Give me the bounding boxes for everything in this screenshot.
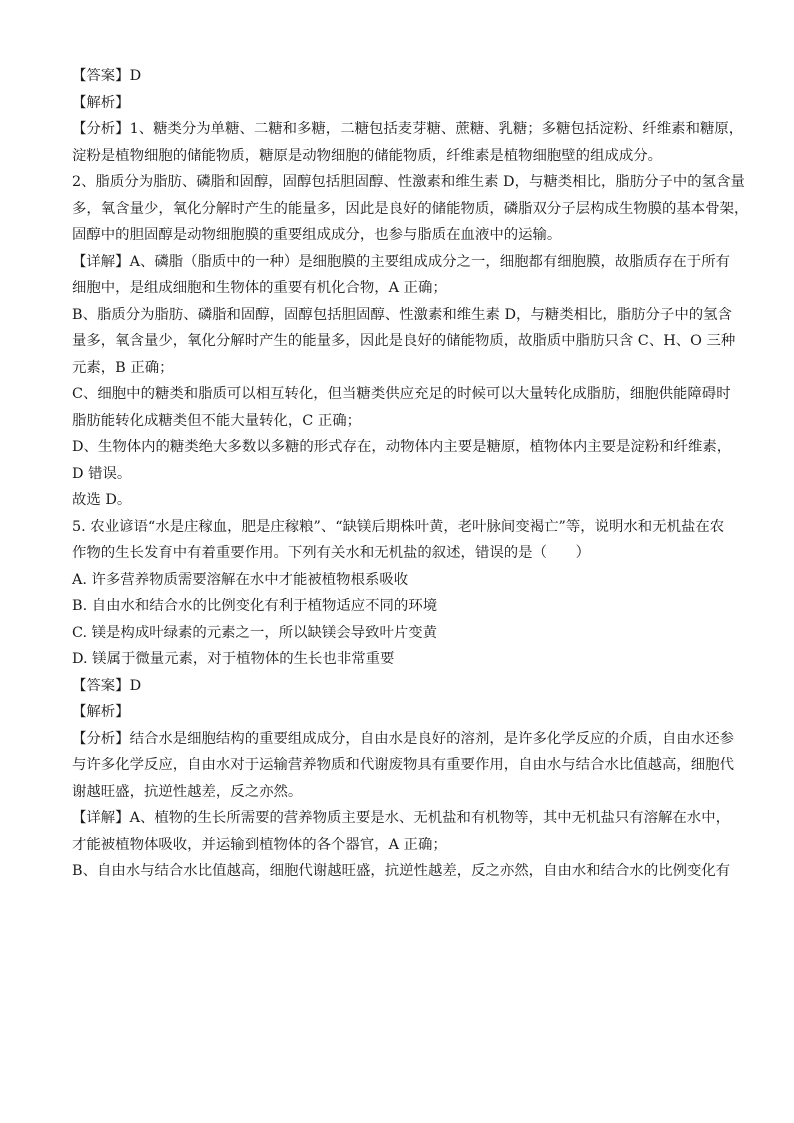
q5-line: 【详解】A、植物的生长所需要的营养物质主要是水、无机盐和有机物等，其中无机盐只有溶解在水中， xyxy=(72,810,730,826)
q5-option-d: D. 镁属于微量元素，对于植物体的生长也非常重要 xyxy=(72,651,395,667)
q5-line: 【分析】结合水是细胞结构的重要组成成分，自由水是良好的溶剂，是许多化学反应的介质，自由水还参 xyxy=(72,730,734,747)
q5-line: 才能被植物体吸收，并运输到植物体的各个器官，A 正确； xyxy=(72,836,447,853)
q4-line: 量多，氧含量少，氧化分解时产生的能量多，因此是良好的储能物质，故脂质中脂肪只含 C、H、O 三种 xyxy=(72,333,736,349)
q5-stem: 5. 农业谚语“水是庄稼血，肥是庄稼粮”、“缺镁后期株叶黄，老叶脉间变褐亡”等，说明水和无机盐在农 xyxy=(72,518,725,535)
q4-line: D、生物体内的糖类绝大多数以多糖的形式存在，动物体内主要是糖原，植物体内主要是淀粉和纤维素， xyxy=(72,439,732,455)
q5-answer: 【答案】D xyxy=(72,677,142,694)
q5-stem: 作物的生长发育中有着重要作用。下列有关水和无机盐的叙述，错误的是（ ） xyxy=(72,545,591,561)
q4-line: 多，氧含量少，氧化分解时产生的能量多，因此是良好的储能物质，磷脂双分子层构成生物膜的基本骨架， xyxy=(72,200,749,217)
q5-option-a: A. 许多营养物质需要溶解在水中才能被植物根系吸收 xyxy=(72,571,409,588)
q5-option-c: C. 镁是构成叶绿素的元素之一，所以缺镁会导致叶片变黄 xyxy=(72,624,438,641)
q5-analysis-label: 【解析】 xyxy=(72,704,130,720)
q4-line: 细胞中，是组成细胞和生物体的重要有机化合物，A 正确； xyxy=(72,280,447,296)
q4-line: B、脂质分为脂肪、磷脂和固醇，固醇包括胆固醇、性激素和维生素 D，与糖类相比，脂肪分子中的氢含 xyxy=(72,306,732,323)
q4-line: 元素，B 正确； xyxy=(72,359,174,376)
q4-line: C、细胞中的糖类和脂质可以相互转化，但当糖类供应充足的时候可以大量转化成脂肪，细胞供能障碍时 xyxy=(72,386,731,402)
q4-line: 脂肪能转化成糖类但不能大量转化，C 正确； xyxy=(72,412,362,429)
q5-line: 与许多化学反应，自由水对于运输营养物质和代谢废物具有重要作用，自由水与结合水比值越高，细胞代 xyxy=(72,757,734,773)
q5-option-b: B. 自由水和结合水的比例变化有利于植物适应不同的环境 xyxy=(72,598,438,614)
q4-line: D 错误。 xyxy=(72,465,132,482)
q5-line: 谢越旺盛，抗逆性越差，反之亦然。 xyxy=(72,783,303,800)
q4-line: 【详解】A、磷脂（脂质中的一种）是细胞膜的主要组成成分之一，细胞都有细胞膜，故脂质存在于所有 xyxy=(72,253,730,270)
q4-line: 2、脂质分为脂肪、磷脂和固醇，固醇包括胆固醇、性激素和维生素 D，与糖类相比，脂肪分子中的氢含量 xyxy=(72,174,745,190)
q4-answer: 【答案】D xyxy=(72,68,142,84)
q4-line: 【分析】1、糖类分为单糖、二糖和多糖，二糖包括麦芽糖、蔗糖、乳糖；多糖包括淀粉、纤维素和糖原， xyxy=(72,121,744,137)
q4-line: 淀粉是植物细胞的储能物质，糖原是动物细胞的储能物质，纤维素是植物细胞壁的组成成分。 xyxy=(72,147,663,164)
q4-line: 固醇中的胆固醇是动物细胞膜的重要组成成分，也参与脂质在血液中的运输。 xyxy=(72,227,562,243)
q4-analysis-label: 【解析】 xyxy=(72,94,130,111)
q5-line: B、自由水与结合水比值越高，细胞代谢越旺盛，抗逆性越差，反之亦然，自由水和结合水的比例变化有 xyxy=(72,863,731,879)
q4-line: 故选 D。 xyxy=(72,492,132,508)
